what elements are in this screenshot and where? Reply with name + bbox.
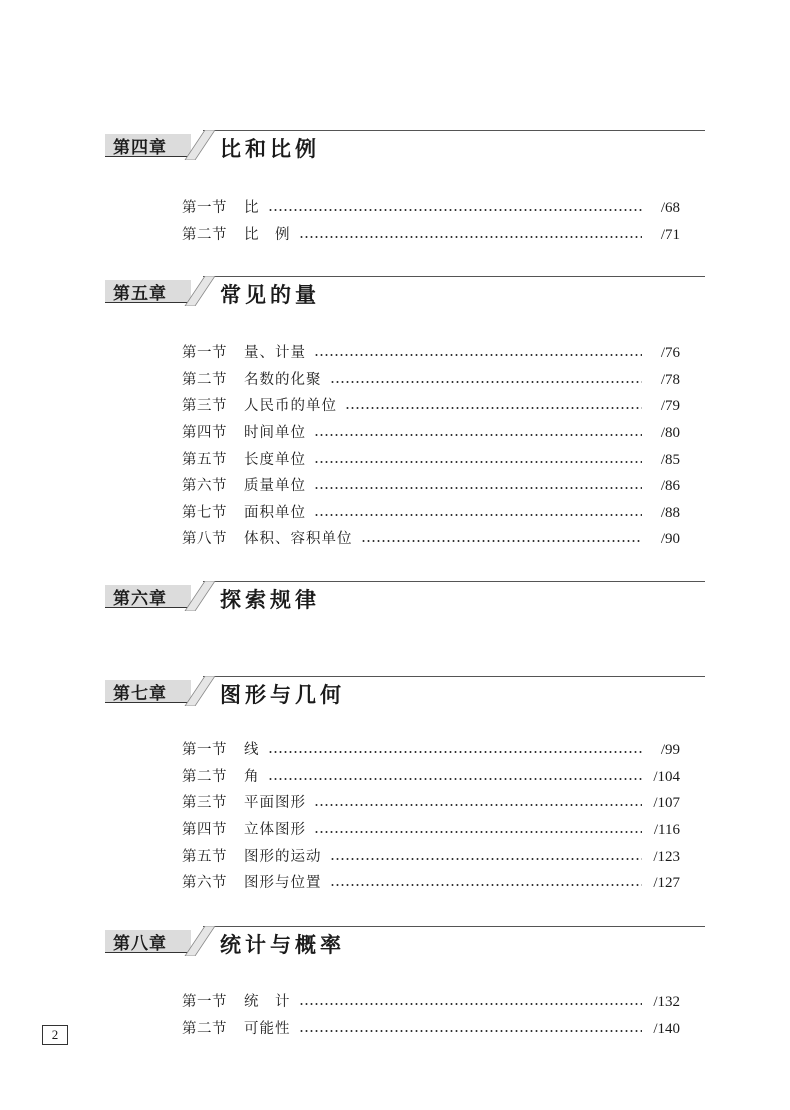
leader-dots (299, 236, 643, 238)
section-number: 第六节 (182, 875, 227, 892)
leader-dots (314, 487, 642, 489)
section-number: 第三节 (182, 398, 227, 415)
chapter-rule (203, 676, 705, 677)
page-reference: /80 (660, 425, 680, 442)
leader-dots (268, 778, 643, 780)
section-title: 体积、容积单位 (244, 531, 353, 548)
section-number: 第二节 (182, 768, 227, 785)
toc-entry[interactable] (182, 737, 680, 764)
section-title: 量、计量 (244, 345, 306, 362)
chapter-4-heading (105, 130, 705, 180)
slash-ornament-icon (183, 676, 223, 706)
section-number: 第三节 (182, 795, 227, 812)
page-reference: /132 (653, 994, 680, 1011)
toc-entry[interactable] (182, 420, 680, 447)
section-title: 角 (244, 768, 260, 785)
section-list (182, 989, 680, 1042)
section-title: 可能性 (244, 1020, 291, 1037)
toc-entry[interactable] (182, 989, 680, 1016)
section-title: 比 例 (244, 226, 291, 243)
toc-entry[interactable] (182, 393, 680, 420)
toc-entry[interactable] (182, 1016, 680, 1043)
section-title: 线 (244, 742, 260, 759)
section-title: 图形与位置 (244, 875, 322, 892)
section-list (182, 737, 680, 897)
slash-ornament-icon (183, 130, 223, 160)
leader-dots (361, 540, 643, 542)
chapter-rule (203, 130, 705, 131)
toc-entry[interactable] (182, 817, 680, 844)
chapter-label-box (105, 680, 191, 703)
leader-dots (314, 804, 642, 806)
page-reference: /99 (660, 742, 680, 759)
section-number: 第八节 (182, 531, 227, 548)
chapter-title: 比和比例 (220, 136, 320, 161)
section-title: 名数的化聚 (244, 371, 322, 388)
page-reference: /107 (653, 795, 680, 812)
leader-dots (345, 407, 642, 409)
page-reference: /127 (653, 875, 680, 892)
page-number: 2 (42, 1025, 68, 1045)
toc-entry[interactable] (182, 500, 680, 527)
chapter-label: 第六章 (113, 589, 167, 609)
toc-entry[interactable] (182, 367, 680, 394)
leader-dots (330, 381, 643, 383)
chapter-label-box (105, 930, 191, 953)
toc-entry[interactable] (182, 764, 680, 791)
leader-dots (314, 514, 642, 516)
section-title: 人民币的单位 (244, 398, 337, 415)
chapter-title: 常见的量 (220, 282, 320, 307)
section-title: 比 (244, 200, 260, 217)
section-number: 第四节 (182, 425, 227, 442)
chapter-label-box (105, 585, 191, 608)
section-list (182, 340, 680, 553)
page-reference: /86 (660, 478, 680, 495)
toc-entry[interactable] (182, 222, 680, 249)
leader-dots (268, 751, 643, 753)
chapter-title: 图形与几何 (220, 682, 345, 707)
page-reference: /79 (660, 398, 680, 415)
section-title: 图形的运动 (244, 848, 322, 865)
section-number: 第六节 (182, 478, 227, 495)
page-reference: /76 (660, 345, 680, 362)
leader-dots (299, 1030, 643, 1032)
toc-entry[interactable] (182, 473, 680, 500)
section-list (182, 195, 680, 248)
chapter-6-heading[interactable] (105, 581, 705, 631)
page-reference: /85 (660, 451, 680, 468)
chapter-rule (203, 276, 705, 277)
section-number: 第五节 (182, 451, 227, 468)
page-reference: /71 (660, 226, 680, 243)
chapter-label: 第八章 (113, 934, 167, 954)
toc-entry[interactable] (182, 843, 680, 870)
section-title: 面积单位 (244, 504, 306, 521)
chapter-label-box (105, 134, 191, 157)
section-title: 平面图形 (244, 795, 306, 812)
slash-ornament-icon (183, 276, 223, 306)
chapter-title: 探索规律 (220, 587, 320, 612)
toc-entry[interactable] (182, 340, 680, 367)
chapter-label: 第五章 (113, 284, 167, 304)
section-number: 第二节 (182, 1020, 227, 1037)
page-reference: /68 (660, 200, 680, 217)
section-number: 第四节 (182, 822, 227, 839)
page-reference: /78 (660, 371, 680, 388)
leader-dots (314, 354, 642, 356)
page-reference: /90 (660, 531, 680, 548)
chapter-title: 统计与概率 (220, 932, 345, 957)
leader-dots (330, 884, 643, 886)
page-reference: /123 (653, 848, 680, 865)
section-number: 第一节 (182, 994, 227, 1011)
page-reference: /116 (653, 822, 680, 839)
section-number: 第一节 (182, 345, 227, 362)
slash-ornament-icon (183, 581, 223, 611)
section-number: 第五节 (182, 848, 227, 865)
chapter-label: 第七章 (113, 684, 167, 704)
section-number: 第一节 (182, 742, 227, 759)
chapter-8-heading (105, 926, 705, 976)
leader-dots (314, 461, 642, 463)
chapter-5-heading (105, 276, 705, 326)
section-number: 第二节 (182, 226, 227, 243)
section-title: 立体图形 (244, 822, 306, 839)
chapter-label-box (105, 280, 191, 303)
section-title: 长度单位 (244, 451, 306, 468)
page-reference: /140 (653, 1020, 680, 1037)
toc-entry[interactable] (182, 870, 680, 897)
chapter-rule (203, 581, 705, 582)
section-title: 时间单位 (244, 425, 306, 442)
leader-dots (314, 831, 642, 833)
section-number: 第二节 (182, 371, 227, 388)
page-reference: /88 (660, 504, 680, 521)
leader-dots (314, 434, 642, 436)
section-number: 第一节 (182, 200, 227, 217)
chapter-7-heading (105, 676, 705, 726)
section-title: 统 计 (244, 994, 291, 1011)
leader-dots (330, 858, 643, 860)
page-reference: /104 (653, 768, 680, 785)
toc-entry[interactable] (182, 446, 680, 473)
leader-dots (268, 209, 643, 211)
slash-ornament-icon (183, 926, 223, 956)
toc-entry[interactable] (182, 195, 680, 222)
toc-entry[interactable] (182, 790, 680, 817)
section-title: 质量单位 (244, 478, 306, 495)
toc-entry[interactable] (182, 526, 680, 553)
chapter-label: 第四章 (113, 138, 167, 158)
section-number: 第七节 (182, 504, 227, 521)
chapter-rule (203, 926, 705, 927)
leader-dots (299, 1003, 643, 1005)
